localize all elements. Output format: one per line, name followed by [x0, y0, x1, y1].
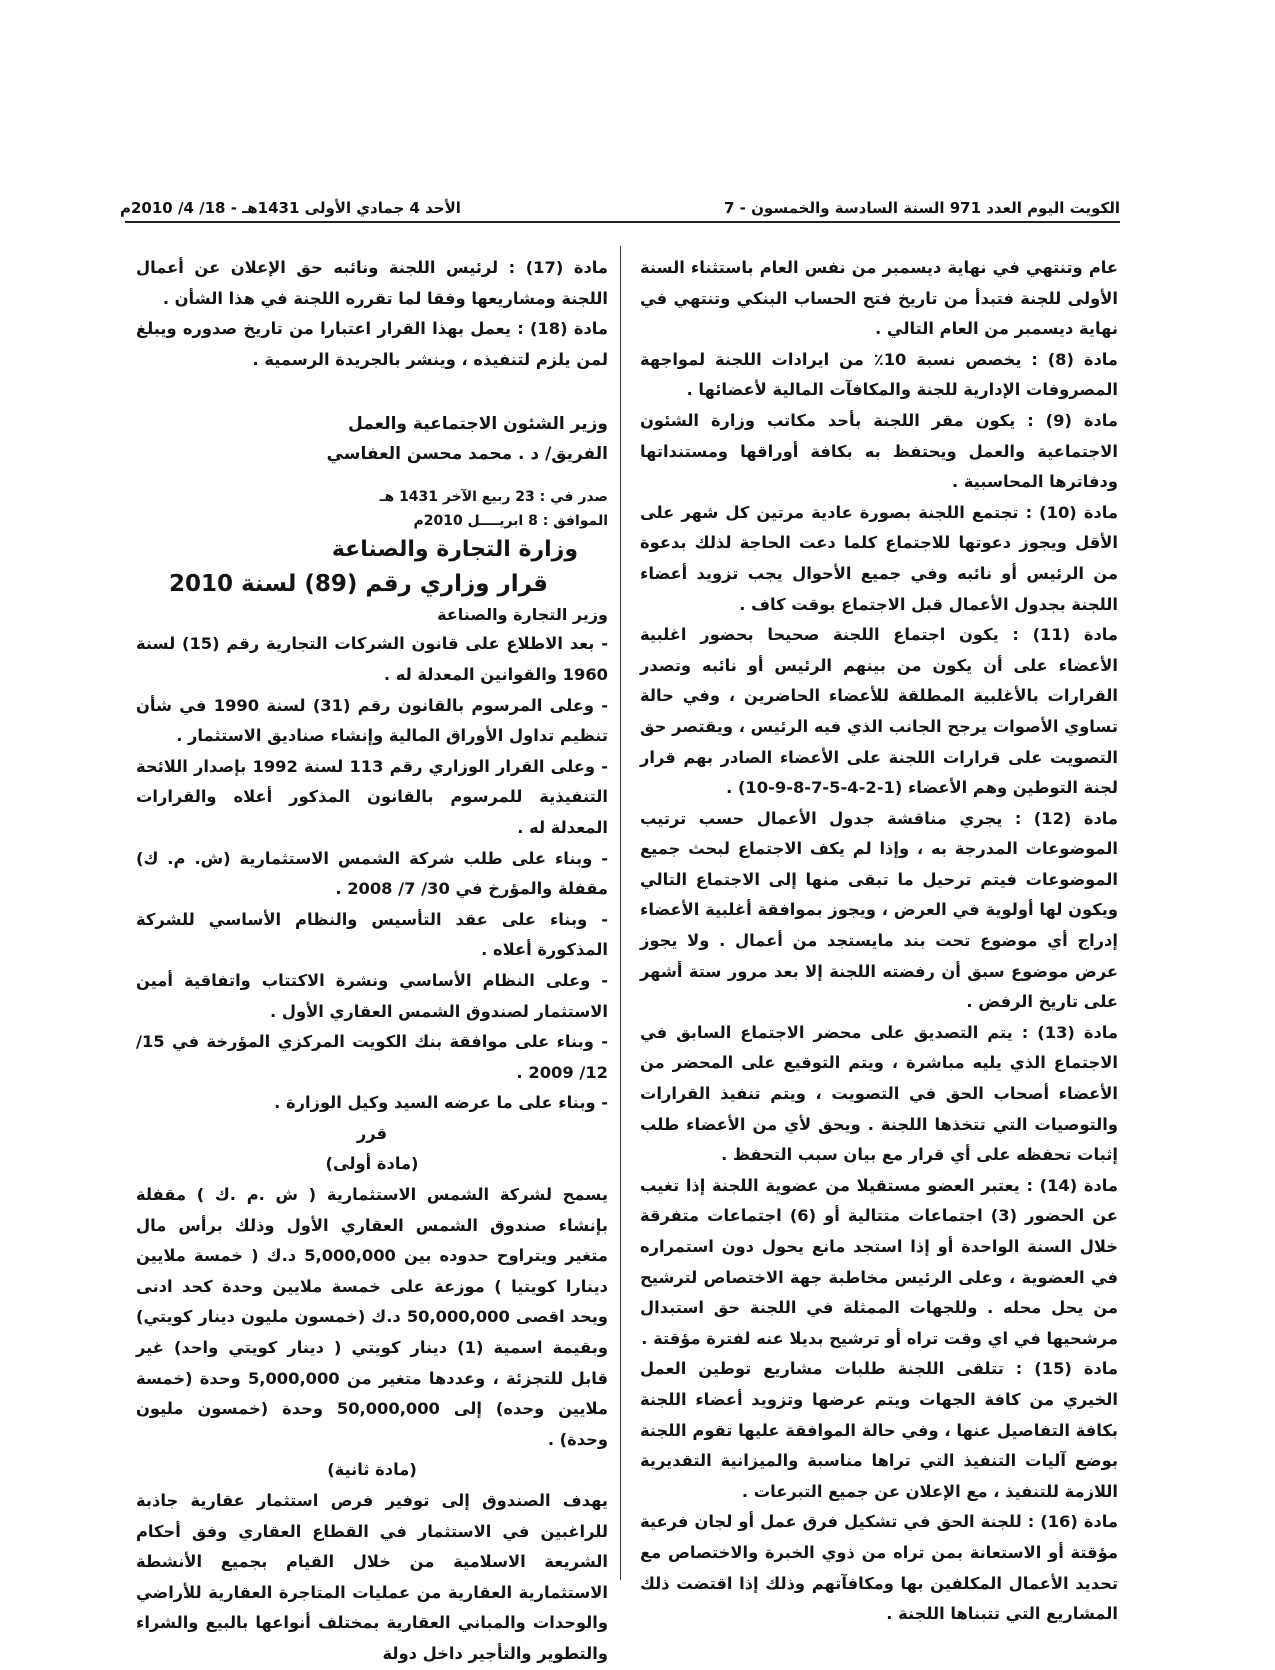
article-number: مادة (12) : [1014, 808, 1118, 828]
article-paragraph [640, 620, 1118, 804]
article-text: عام وتنتهي في نهاية ديسمبر من نفس العام باستثناء السنة الأولى للجنة فتبدأ من تاريخ فتح الحساب البنكي وتنتهي في نهاية ديسمبر من العام التالي . [640, 258, 1118, 339]
article-number: مادة (18) : [517, 319, 608, 339]
header-issue: الكويت اليوم العدد 971 السنة السادسة والخمسون - 7 [724, 199, 1120, 217]
article-paragraph [640, 1507, 1118, 1629]
signatory-title: وزير الشئون الاجتماعية والعمل [348, 414, 608, 435]
left-column [136, 253, 608, 1670]
article-paragraph [640, 253, 1118, 345]
article-paragraph [640, 1354, 1118, 1507]
article-text: يجري مناقشة جدول الأعمال حسب ترتيب الموضوعات المدرجة به ، وإذا لم يكف الاجتماع لبحث جميع الموضوعات فيتم ترحيل ما تبقى منها إلى الاجتماع التالي ويكون لها أولوية في العرض ، ويجوز بموافقة أغلبية الأعضاء إدراج أي موضوع تحت بند مايستجد من أعمال . ولا يجوز عرض موضوع سبق أن رفضته اللجنة إلا بعد مرور ستة أشهر على تاريخ الرفض . [640, 808, 1118, 1012]
article-number: مادة (8) : [1031, 349, 1119, 369]
article-number: مادة (13) : [1021, 1022, 1118, 1042]
signatory-name: الفريق/ د . محمد محسن العفاسي [326, 444, 608, 465]
preamble-item: - وبناء على موافقة بنك الكويت المركزي المؤرخة في 15/ 12/ 2009 . [136, 1032, 608, 1082]
article-text: يخصص نسبة 10٪ من ايرادات اللجنة لمواجهة المصروفات الإدارية للجنة والمكافآت المالية لأعضائها . [640, 349, 1118, 400]
article2-title: (مادة ثانية) [327, 1460, 417, 1480]
article-paragraph [640, 498, 1118, 620]
decides-label: قرر [356, 1123, 388, 1143]
ministry-heading: وزارة التجارة والصناعة [331, 537, 578, 563]
article-number: مادة (9) : [1027, 410, 1118, 430]
page-header [120, 196, 1120, 220]
article-paragraph [640, 1018, 1118, 1171]
preamble-item: - وبناء على طلب شركة الشمس الاستثمارية (ش. م. ك) مقفلة والمؤرخ في 30/ 7/ 2008 . [136, 848, 608, 899]
article-paragraph [640, 406, 1118, 498]
preamble [136, 629, 608, 1119]
article-text: لرئيس اللجنة ونائبه حق الإعلان عن أعمال اللجنة ومشاريعها وفقا لما تقرره اللجنة في هذا الشأن . [136, 258, 608, 308]
preamble-item: - وعلى المرسوم بالقانون رقم (31) لسنة 1990 في شأن تنظيم تداول الأوراق المالية وإنشاء صناديق الاستثمار . [136, 695, 609, 746]
column-divider [620, 246, 621, 1580]
article2-text: يهدف الصندوق إلى توفير فرص استثمار عقارية جاذبة للراغبين في الاستثمار في القطاع العقاري وفق أحكام الشريعة الاسلامية من خلال القيام بجميع الأنشطة الاستثمارية العقارية من عمليات المتاجرة العقارية للأراضي والوحدات والمباني العقارية بمختلف أنواعها بالبيع والشراء والتطوير والتأجير داخل دولة [136, 1491, 608, 1663]
corresponding-date: الموافق : 8 ابريــــل 2010م [413, 513, 608, 530]
preamble-item: - وبناء على ما عرضه السيد وكيل الوزارة . [274, 1093, 608, 1113]
article-text: يعمل بهذا القرار اعتبارا من تاريخ صدوره ويبلغ لمن يلزم لتنفيذه ، وينشر بالجريدة الرسمية . [136, 319, 608, 369]
article-number: مادة (10) : [1025, 502, 1118, 522]
article-text: تجتمع اللجنة بصورة عادية مرتين كل شهر على الأقل ويجوز دعوتها للاجتماع كلما دعت الحاجة لذلك بدعوة من الرئيس أو نائبه وفي جميع الأحوال يجب تزويد أعضاء اللجنة بجدول الأعمال قبل الاجتماع بوقت كاف . [640, 502, 1118, 614]
article-number: مادة (16) : [1027, 1512, 1118, 1532]
decree-issuer: وزير التجارة والصناعة [437, 605, 608, 625]
preamble-item: - بعد الاطلاع على قانون الشركات التجارية رقم (15) لسنة 1960 والقوانين المعدلة له . [136, 634, 608, 684]
article-number: مادة (14) : [1026, 1175, 1118, 1195]
article-number: مادة (11) : [1012, 625, 1118, 645]
article1-text: يسمح لشركة الشمس الاستثمارية ( ش .م .ك ) مقفلة بإنشاء صندوق الشمس العقاري الأول وذلك برأس مال متغير ويتراوح حدوده بين 5,000,000 د.ك ( خمسة ملايين دينارا كويتيا ) موزعة على خمسة ملايين وحدة كحد ادنى ويحد اقصى 50,000,000 د.ك (خمسون مليون دينار كويتي) وبقيمة اسمية (1) دينار كويتي ( دينار كويتي واحد) غير قابل للتجزئة ، وعددها متغير من 5,000,000 وحدة (خمسة ملايين وحده) إلى 50,000,000 وحدة (خمسون مليون وحدة) . [136, 1185, 609, 1449]
article-text: يعتبر العضو مستقيلا من عضوية اللجنة إذا تغيب عن الحضور (3) اجتماعات متتالية أو (6) اجتماعات متفرقة خلال السنة الواحدة أو إذا استجد مانع يحول دون استمراره في العضوية ، وعلى الرئيس مخاطبة جهة الاختصاص لترشيح من يحل محله . وللجهات الممثلة في اللجنة حق استبدال مرشحيها في اي وقت تراه أو ترشيح بديلا عنه لفترة مؤقتة . [640, 1175, 1118, 1348]
right-column [640, 253, 1118, 1630]
preamble-item: - وعلى النظام الأساسي ونشرة الاكتتاب واتفاقية أمين الاستثمار لصندوق الشمس العقاري الأول . [136, 970, 608, 1021]
article-paragraph [136, 314, 608, 375]
article-text: تتلقى اللجنة طلبات مشاريع توطين العمل الخيري من كافة الجهات ويتم عرضها وتزويد أعضاء اللجنة بكافة التفاصيل عنها ، وفي حالة الموافقة عليها تقوم اللجنة بوضع آليات التنفيذ التي تراها مناسبة والميزانية التقديرية اللازمة للتنفيذ ، مع الإعلان عن جميع التبرعات . [640, 1359, 1118, 1501]
header-date: الأحد 4 جمادي الأولى 1431هـ - 18/ 4/ 2010م [120, 199, 461, 217]
decree-title: قرار وزاري رقم (89) لسنة 2010 [168, 571, 548, 598]
article-paragraph [136, 253, 608, 314]
article-paragraph [640, 804, 1118, 1018]
preamble-item: - وبناء على عقد التأسيس والنظام الأساسي للشركة المذكورة أعلاه . [136, 909, 608, 960]
header-rule [125, 221, 1120, 223]
article-paragraph [640, 345, 1118, 406]
preamble-item: - وعلى القرار الوزاري رقم 113 لسنة 1992 بإصدار اللائحة التنفيذية للمرسوم بالقانون المذكور أعلاه والقرارات المعدلة له . [136, 756, 608, 837]
article-number: مادة (15) : [1015, 1359, 1118, 1379]
article-text: يكون مقر اللجنة بأحد مكاتب وزارة الشئون الاجتماعية والعمل ويحتفظ به بكافة أوراقها ومستنداتها ودفاترها المحاسبية . [640, 410, 1118, 492]
article-text: يتم التصديق على محضر الاجتماع السابق في الاجتماع الذي يليه مباشرة ، ويتم التوقيع على المحضر من الأعضاء أصحاب الحق في التصويت ، ويتم تنفيذ القرارات والتوصيات التي تتخذها اللجنة . ويحق لأي من الأعضاء طلب إثبات تحفظه على أي قرار مع بيان سبب التحفظ . [640, 1022, 1118, 1165]
article-number: مادة (17) : [508, 258, 608, 277]
closing-articles [136, 253, 608, 375]
issue-date: صدر في : 23 ربيع الآخر 1431 هـ [379, 489, 608, 506]
article1-title: (مادة أولى) [325, 1154, 419, 1174]
article-text: للجنة الحق في تشكيل فرق عمل أو لجان فرعية مؤقتة أو الاستعانة بمن تراه من ذوي الخبرة والاختصاص مع تحديد الأعمال المكلفين بها ومكافآتهم وذلك إذا اقتضت ذلك المشاريع التي تتبناها اللجنة . [640, 1512, 1118, 1624]
article-paragraph [640, 1171, 1118, 1355]
article-text: يكون اجتماع اللجنة صحيحا بحضور اغلبية الأعضاء على أن يكون من بينهم الرئيس أو نائبه وتصدر القرارات بالأغلبية المطلقة للأعضاء الحاضرين ، وفي حالة تساوي الأصوات يرجح الجانب الذي فيه الرئيس ، ويقتصر حق التصويت على قرارات اللجنة على الأعضاء الصادر بهم قرار لجنة التوطين وهم الأعضاء (1-2-4-5-7-8-9-10) . [640, 625, 1118, 798]
